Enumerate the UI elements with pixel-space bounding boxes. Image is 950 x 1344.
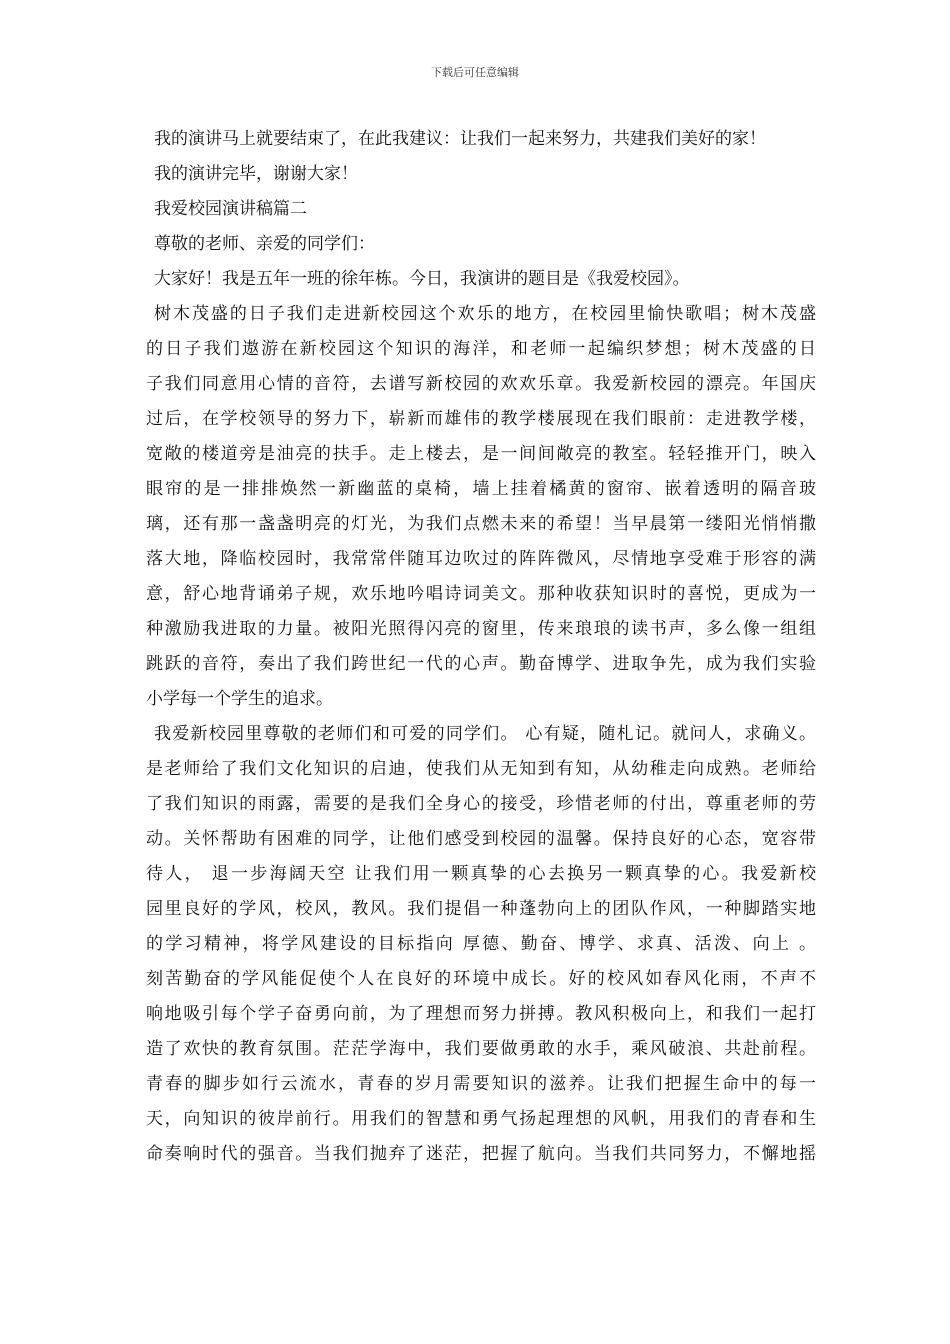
text-line: 待人， 退一步海阔天空 让我们用一颗真挚的心去换另一颗真挚的心。我爱新校 xyxy=(146,864,816,884)
text-line: 的日子我们遨游在新校园这个知识的海洋，和老师一起编织梦想；树木茂盛的日 xyxy=(146,339,816,359)
text-line: 璃，还有那一盏盏明亮的灯光，为我们点燃未来的希望！当早晨第一缕阳光悄悄撒 xyxy=(146,514,816,534)
text-line: 是老师给了我们文化知识的启迪，使我们从无知到有知，从幼稚走向成熟。老师给 xyxy=(146,759,816,779)
text-line: 天，向知识的彼岸前行。用我们的智慧和勇气扬起理想的风帆，用我们的青春和生 xyxy=(146,1109,816,1129)
text-line: 的学习精神，将学风建设的目标指向 厚德、勤奋、博学、求真、活泼、向上 。 xyxy=(146,934,816,954)
text-line: 我爱新校园里尊敬的老师们和可爱的同学们。 心有疑，随札记。就问人，求确义。 xyxy=(154,724,816,744)
text-line: 动。关怀帮助有困难的同学，让他们感受到校园的温馨。保持良好的心态，宽容带 xyxy=(146,829,816,849)
text-line: 跳跃的音符，奏出了我们跨世纪一代的心声。勤奋博学、进取争先，成为我们实验 xyxy=(146,654,816,674)
text-line: 种激励我进取的力量。被阳光照得闪亮的窗里，传来琅琅的读书声，多么像一组组 xyxy=(146,619,816,639)
text-line: 宽敞的楼道旁是油亮的扶手。走上楼去，是一间间敞亮的教室。轻轻推开门，映入 xyxy=(146,444,816,464)
text-line: 刻苦勤奋的学风能促使个人在良好的环境中成长。好的校风如春风化雨，不声不 xyxy=(146,969,816,989)
text-line: 小学每一个学生的追求。 xyxy=(146,689,333,709)
text-line: 大家好！我是五年一班的徐年栋。今日，我演讲的题目是《我爱校园》。 xyxy=(154,269,690,289)
text-line: 造了欢快的教育氛围。茫茫学海中，我们要做勇敢的水手，乘风破浪、共赴前程。 xyxy=(146,1039,816,1059)
text-line: 我爱校园演讲稿篇二 xyxy=(154,199,307,219)
text-line: 园里良好的学风，校风，教风。我们提倡一种蓬勃向上的团队作风，一种脚踏实地 xyxy=(146,899,816,919)
text-line: 意，舒心地背诵弟子规，欢乐地吟唱诗词美文。那种收获知识时的喜悦，更成为一 xyxy=(146,584,816,604)
text-line: 我的演讲马上就要结束了，在此我建议：让我们一起来努力，共建我们美好的家！ xyxy=(154,129,766,149)
text-line: 子我们同意用心情的音符，去谱写新校园的欢欢乐章。我爱新校园的漂亮。年国庆 xyxy=(146,374,816,394)
text-line: 落大地，降临校园时，我常常伴随耳边吹过的阵阵微风，尽情地享受难于形容的满 xyxy=(146,549,816,569)
text-line: 过后，在学校领导的努力下，崭新而雄伟的教学楼展现在我们眼前：走进教学楼， xyxy=(146,409,816,429)
document-body xyxy=(146,122,816,1172)
text-line: 了我们知识的雨露，需要的是我们全身心的接受，珍惜老师的付出，尊重老师的劳 xyxy=(146,794,816,814)
text-line: 眼帘的是一排排焕然一新幽蓝的桌椅，墙上挂着橘黄的窗帘、嵌着透明的隔音玻 xyxy=(146,479,816,499)
text-line: 响地吸引每个学子奋勇向前，为了理想而努力拼搏。教风积极向上，和我们一起打 xyxy=(146,1004,816,1024)
text-line: 我的演讲完毕，谢谢大家！ xyxy=(154,164,358,184)
text-line: 尊敬的老师、亲爱的同学们： xyxy=(154,234,375,254)
text-line: 树木茂盛的日子我们走进新校园这个欢乐的地方，在校园里愉快歌唱；树木茂盛 xyxy=(154,304,816,324)
page-header: 下载后可任意编辑 xyxy=(431,66,519,79)
text-line: 青春的脚步如行云流水，青春的岁月需要知识的滋养。让我们把握生命中的每一 xyxy=(146,1074,816,1094)
text-line: 命奏响时代的强音。当我们抛弃了迷茫，把握了航向。当我们共同努力，不懈地摇 xyxy=(146,1144,816,1164)
